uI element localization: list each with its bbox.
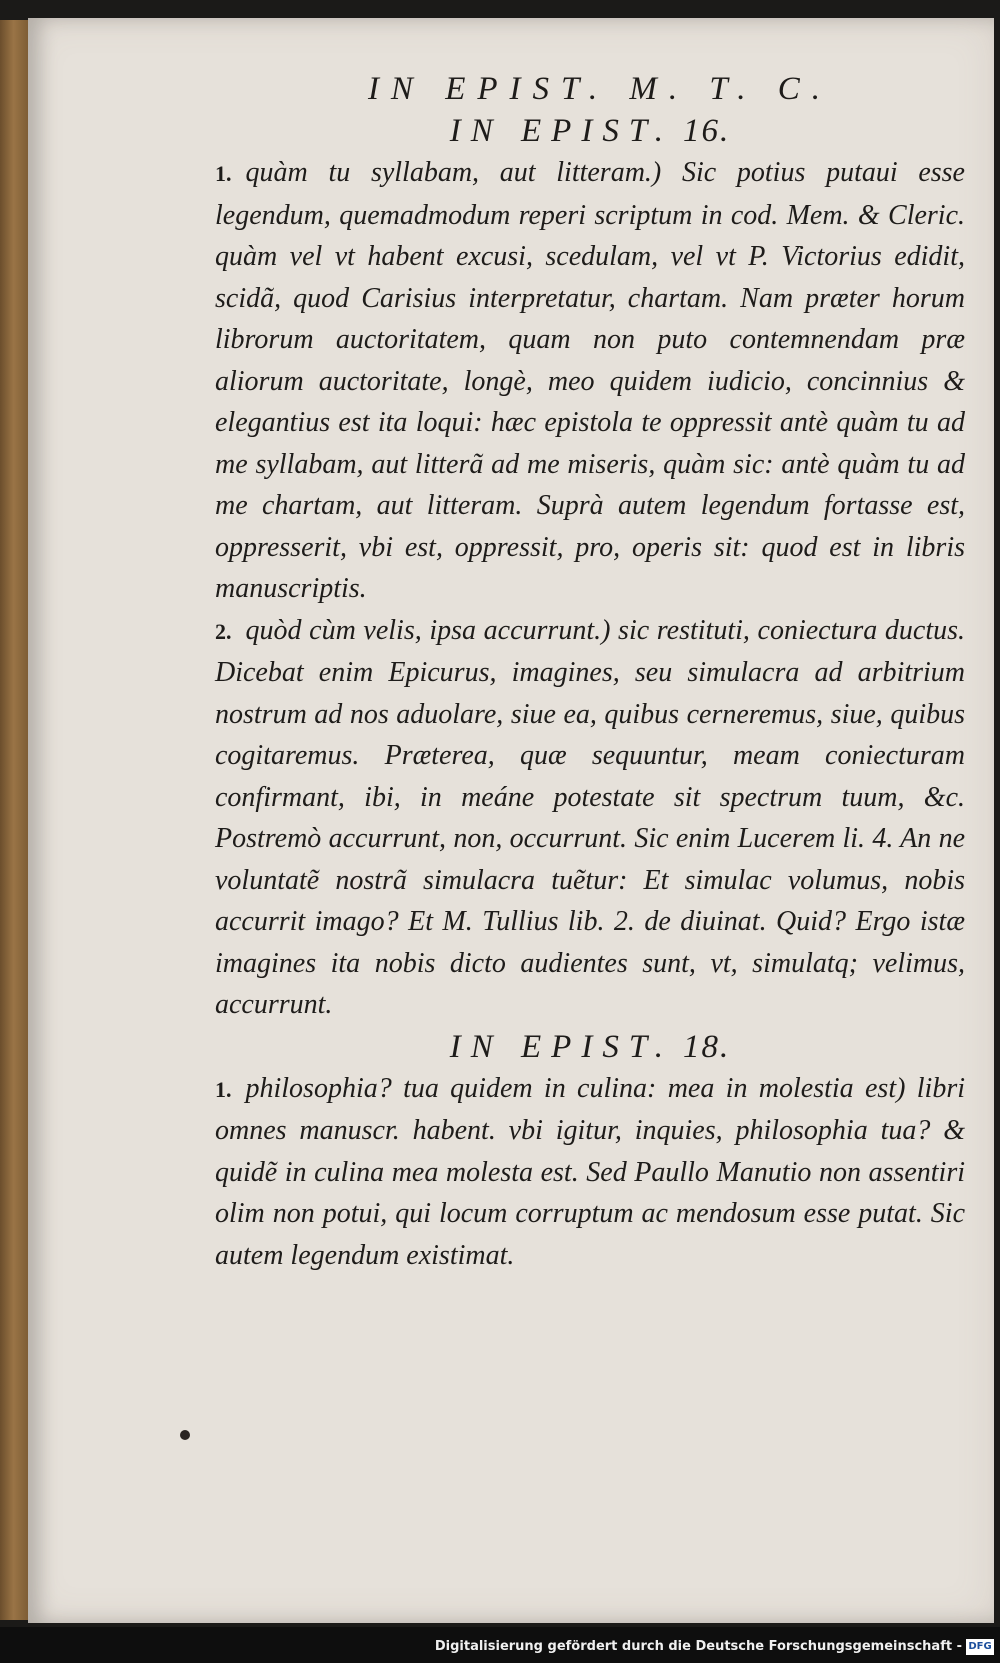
note-text: quòd cùm velis, ipsa accurrunt.) sic restituti, coniectura ductus. Dicebat enim Epicurus, imagines, seu simulacra ad arbitrium nostrum ad nos aduolare, siue ea, quibus cerneremus, siue, quibus cogitaremus. Præterea, quæ sequuntur, meam coniecturam confirmant, ibi, in meáne potestate sit spectrum tuum, &c. Postremò accurrunt, non, occurrunt. Sic enim Lucerет li. 4. An ne voluntatẽ nostrã simulacra tuẽtur: Et simulac volumus, nobis accurrit imago? Et M. Tullius lib. 2. de diuinat. Quid? Ergo istæ imagines ita nobis dicto audientes sunt, vt, simulatq; velimus, accurrunt. — [215, 614, 965, 1020]
section-heading-label: IN EPIST. — [449, 1028, 673, 1065]
note-text: philosophia? tua quidem in culina: mea in molestia est) libri omnes manuscr. habent. vbi igitur, inquies, philosophia tua? & quidẽ in culina mea molesta est. Sed Paullo Manutio non assentiri olim non potui, qui locum corruptum ac mendosum esse putat. Sic autem legendum existimat. — [215, 1072, 965, 1271]
footer-bar — [0, 1627, 1000, 1663]
note-paragraph — [215, 610, 965, 1026]
running-head: IN EPIST. M. T. C. — [367, 71, 833, 107]
section-heading — [215, 1026, 965, 1068]
ink-spot — [180, 1430, 190, 1440]
note-number: 1. — [215, 1076, 232, 1102]
book-spine — [0, 20, 30, 1620]
section-heading-number: 18. — [682, 1028, 731, 1065]
section-heading-number: 16. — [682, 113, 731, 149]
digitization-credit: Digitalisierung gefördert durch die Deutsche Forschungsgemeinschaft - — [434, 1639, 962, 1654]
note-paragraph — [215, 152, 965, 610]
note-text: quàm tu syllabam, aut litteram.) Sic potius putaui esse legendum, quemadmodum reperi scriptum in cod. Mem. & Cleric. quàm vel vt habent excusi, scedulam, vel vt P. Victorius edidit, scidã, quod Carisius interpretatur, chartam. Nam præter horum librorum auctoritatem, quam non puto contemnendam præ aliorum auctoritate, longè, meo quidem iudicio, concinnius & elegantius est ita loqui: hæc epistola te oppressit antè quàm tu ad me syllabam, aut litterã ad me miseris, quàm sic: antè quàm tu ad me chartam, aut litteram. Suprà autem legendum fortasse est, oppresserit, vbi est, oppressit, pro, operis sit: quod est in libris manuscriptis. — [215, 157, 965, 604]
note-number: 1. — [215, 161, 232, 186]
note-paragraph — [215, 1068, 965, 1277]
section-heading — [215, 110, 965, 152]
dfg-logo: DFG — [966, 1639, 994, 1655]
page-text-block — [215, 68, 965, 1276]
note-number: 2. — [215, 618, 232, 644]
section-heading-label: IN EPIST. — [449, 113, 673, 149]
